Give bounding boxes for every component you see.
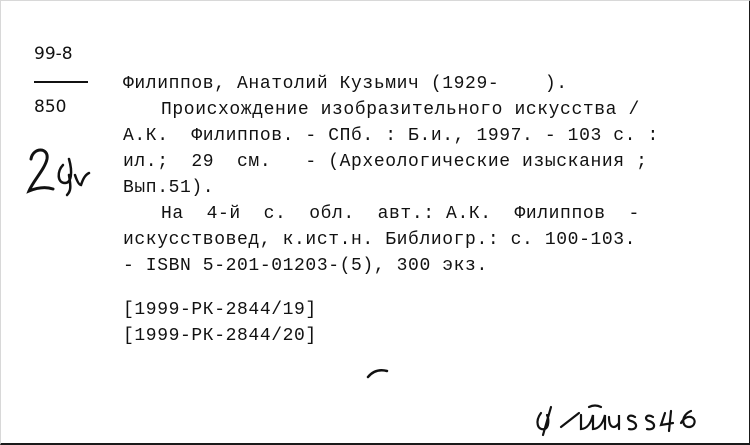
entry-line-6: На 4-й с. обл. авт.: А.К. Филиппов - <box>161 204 640 224</box>
entry-line-3: А.К. Филиппов. - СПб. : Б.и., 1997. - 103 с. : <box>123 126 659 146</box>
registry-number-2: [1999-РК-2844/20] <box>123 326 317 346</box>
pen-tick-mark <box>365 365 395 386</box>
classification-number-top: 99-8 <box>34 44 73 64</box>
entry-line-2: Происхождение изобразительного искусства / <box>161 100 640 120</box>
entry-line-8: - ISBN 5-201-01203-(5), 300 экз. <box>123 256 488 276</box>
entry-line-5: Вып.51). <box>123 178 215 198</box>
handwritten-signature <box>531 399 711 444</box>
classification-divider <box>34 81 88 83</box>
handwritten-mark-left <box>23 141 93 206</box>
entry-line-7: искусствовед, к.ист.н. Библиогр.: с. 100-103. <box>123 230 637 250</box>
registry-number-1: [1999-РК-2844/19] <box>123 300 317 320</box>
entry-line-4: ил.; 29 см. - (Археологические изыскания ; <box>123 152 648 172</box>
entry-line-1: Филиппов, Анатолий Кузьмич (1929- ). <box>123 74 568 94</box>
classification-number-bottom: 850 <box>34 97 67 117</box>
